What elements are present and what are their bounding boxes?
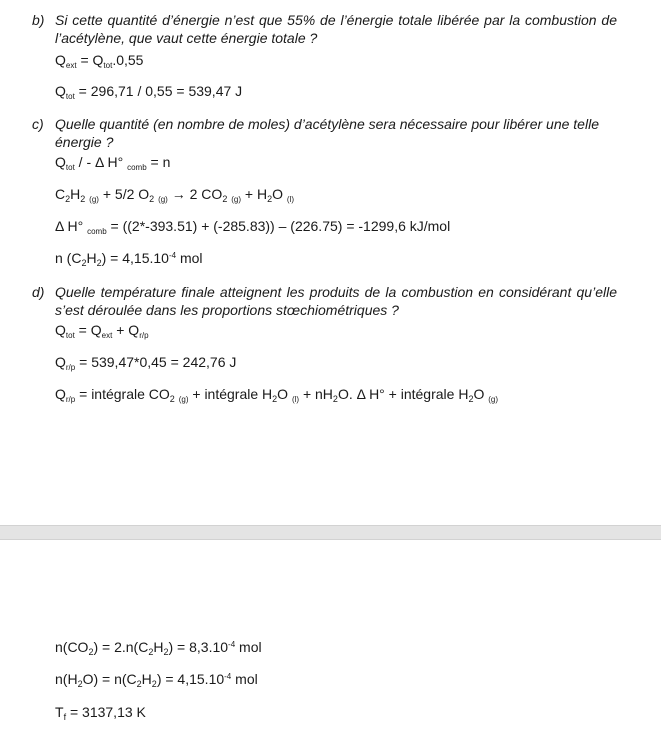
text: T [55, 704, 64, 720]
subscript: comb [87, 227, 107, 236]
phase-label: (g) [231, 195, 241, 204]
text: = Q [76, 52, 104, 68]
subscript: tot [65, 331, 75, 340]
question-text: Quelle quantité (en nombre de moles) d’acétylène sera nécessaire pour libérer une telle énergie ? [55, 116, 599, 150]
text: Q [55, 386, 66, 402]
text: n (C [55, 250, 82, 266]
subscript: 2 [65, 194, 71, 204]
text: Q [55, 322, 66, 338]
subscript: 2 [96, 258, 102, 268]
equation-n-co2 [55, 638, 262, 656]
text: H [86, 250, 97, 266]
question-letter: d) [32, 284, 45, 300]
text: O [473, 386, 485, 402]
equation-enthalpy [55, 217, 450, 235]
phase-label: (l) [286, 195, 294, 204]
text: = 3137,13 K [66, 704, 146, 720]
phase-label: (l) [291, 395, 300, 404]
phase-label: (g) [178, 395, 189, 404]
text: H [70, 186, 81, 202]
subscript: 2 [169, 394, 175, 404]
equation-final-temperature [55, 703, 146, 721]
text: mol [176, 250, 203, 266]
page-separator [0, 525, 661, 540]
text: H [153, 639, 164, 655]
text: + 5/2 O [98, 186, 150, 202]
subscript: tot [65, 163, 75, 172]
text: ) = 4,15.10 [101, 250, 169, 266]
text: Q [55, 354, 66, 370]
subscript: 2 [151, 679, 157, 689]
subscript: 2 [81, 258, 87, 268]
subscript: 2 [163, 647, 169, 657]
text: Δ H° [55, 218, 88, 234]
phase-label: (g) [89, 195, 99, 204]
question-b [32, 11, 617, 47]
text: + Q [112, 322, 140, 338]
text: / - Δ H° [74, 154, 128, 170]
text: = 296,71 / 0,55 = 539,47 J [74, 83, 243, 99]
text: mol [231, 671, 258, 687]
question-d [32, 283, 617, 319]
equation-qrp-integral [55, 385, 498, 403]
text: mol [235, 639, 262, 655]
text: ) = 4,15.10 [156, 671, 225, 687]
subscript: tot [65, 92, 75, 101]
subscript: 2 [136, 679, 142, 689]
equation-qtot-value [55, 82, 242, 100]
equation-n-h2o [55, 670, 258, 688]
text: O. Δ H° + intégrale H [337, 386, 469, 402]
text: C [55, 186, 66, 202]
equation-qtot-sum [55, 321, 149, 339]
subscript: 2 [148, 647, 154, 657]
text: = intégrale CO [75, 386, 170, 402]
subscript: comb [127, 163, 147, 172]
equation-qrp-value [55, 353, 236, 371]
text: ) = 2.n(C [93, 639, 149, 655]
subscript: 2 [222, 194, 228, 204]
text: = n [146, 154, 171, 170]
text: → 2 CO [167, 186, 223, 202]
text: n(H [55, 671, 78, 687]
subscript: tot [103, 61, 113, 70]
subscript: 2 [332, 394, 338, 404]
phase-label: (g) [158, 195, 168, 204]
subscript: 2 [80, 194, 86, 204]
subscript: ext [65, 61, 77, 70]
text: = ((2*-393.51) + (-285.83)) – (226.75) = -1299,6 kJ/mol [106, 218, 451, 234]
text: O [277, 386, 289, 402]
text: + nH [299, 386, 333, 402]
text: n(CO [55, 639, 89, 655]
text: = Q [74, 322, 102, 338]
text: O) = n(C [82, 671, 137, 687]
text: Q [55, 52, 66, 68]
subscript: 2 [88, 647, 94, 657]
text: Q [55, 83, 66, 99]
question-letter: c) [32, 116, 44, 132]
subscript: 2 [77, 679, 83, 689]
text: + intégrale H [188, 386, 273, 402]
subscript: f [63, 712, 67, 722]
question-text: Si cette quantité d’énergie n’est que 55% de l’énergie totale libérée par la combustion de l’acétylène, que vaut cette énergie totale ? [55, 12, 617, 46]
subscript: 2 [267, 194, 273, 204]
subscript: ext [101, 331, 113, 340]
equation-moles [55, 153, 170, 171]
combustion-reaction [55, 185, 294, 203]
superscript: -4 [168, 251, 177, 260]
text: = 539,47*0,45 = 242,76 J [75, 354, 237, 370]
subscript: r/p [65, 363, 76, 372]
text: + H [241, 186, 268, 202]
text: .0,55 [112, 52, 144, 68]
superscript: -4 [228, 640, 236, 649]
text: O [272, 186, 283, 202]
text: ) = 8,3.10 [168, 639, 229, 655]
document-page-2 [0, 540, 661, 737]
equation-qext [55, 51, 143, 69]
equation-n-c2h2 [55, 249, 203, 267]
text: Q [55, 154, 66, 170]
subscript: r/p [65, 395, 76, 404]
subscript: 2 [272, 394, 278, 404]
question-c [32, 115, 617, 151]
subscript: 2 [468, 394, 474, 404]
question-letter: b) [32, 12, 45, 28]
question-text: Quelle température finale atteignent les produits de la combustion en considérant qu’elle s’est déroulée dans les proportions stœchiométriques ? [55, 284, 617, 318]
text: H [141, 671, 152, 687]
subscript: 2 [149, 194, 155, 204]
superscript: -4 [224, 672, 232, 681]
phase-label: (g) [488, 395, 499, 404]
subscript: r/p [139, 331, 149, 340]
